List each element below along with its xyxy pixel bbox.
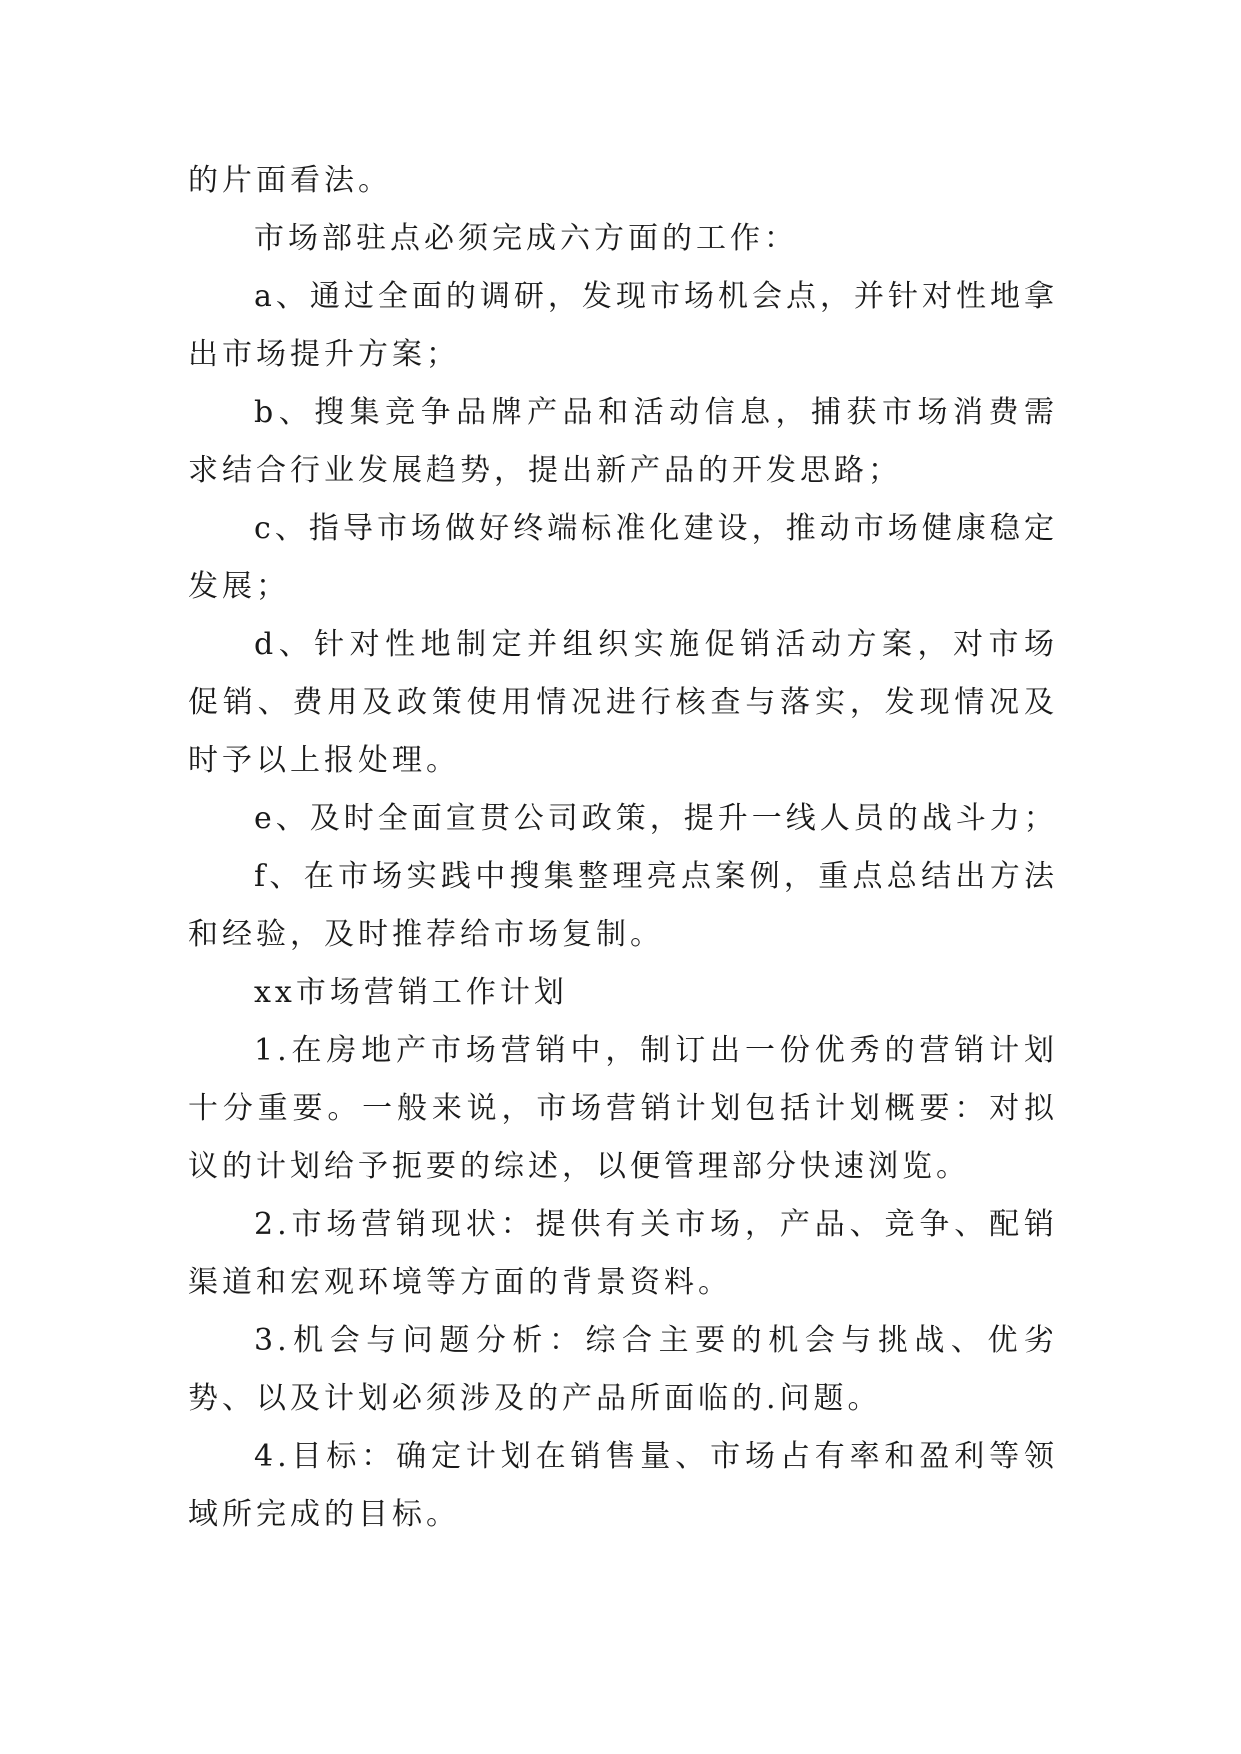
section-heading: xx市场营销工作计划	[254, 975, 568, 1010]
paragraph-point-4: 4.目标：确定计划在销售量、市场占有率和盈利等领域所完成的目标。	[188, 1439, 1058, 1532]
paragraph-point-3: 3.机会与问题分析：综合主要的机会与挑战、优劣势、以及计划必须涉及的产品所面临的.问题。	[188, 1323, 1058, 1416]
document-body	[188, 152, 1058, 1544]
paragraph-point-2: 2.市场营销现状：提供有关市场，产品、竞争、配销渠道和宏观环境等方面的背景资料。	[188, 1207, 1058, 1300]
paragraph-item-a: a、通过全面的调研，发现市场机会点，并针对性地拿出市场提升方案；	[188, 279, 1058, 372]
paragraph-item-e: e、及时全面宣贯公司政策，提升一线人员的战斗力；	[254, 801, 1058, 836]
paragraph-section-intro: 市场部驻点必须完成六方面的工作：	[254, 221, 798, 256]
paragraph-item-f: f、在市场实践中搜集整理亮点案例，重点总结出方法和经验，及时推荐给市场复制。	[188, 859, 1058, 952]
paragraph-point-1: 1.在房地产市场营销中，制订出一份优秀的营销计划十分重要。一般来说，市场营销计划包括计划概要：对拟议的计划给予扼要的综述，以便管理部分快速浏览。	[188, 1033, 1058, 1184]
paragraph-continuation: 的片面看法。	[188, 163, 392, 198]
paragraph-item-b: b、搜集竞争品牌产品和活动信息，捕获市场消费需求结合行业发展趋势，提出新产品的开发思路；	[188, 395, 1058, 488]
paragraph-item-c: c、指导市场做好终端标准化建设，推动市场健康稳定发展；	[188, 511, 1058, 604]
paragraph-item-d: d、针对性地制定并组织实施促销活动方案，对市场促销、费用及政策使用情况进行核查与落实，发现情况及时予以上报处理。	[188, 627, 1058, 778]
